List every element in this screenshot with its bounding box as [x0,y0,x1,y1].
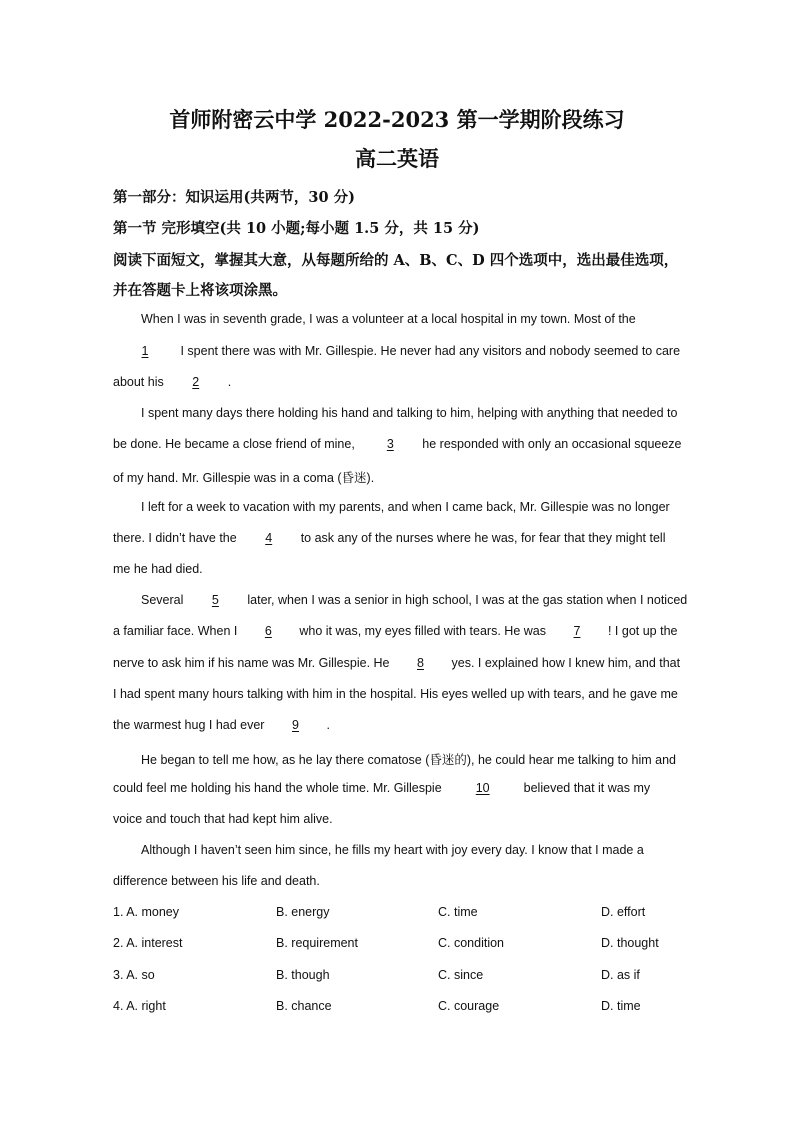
passage-line [113,344,680,358]
passage-text: When I was in seventh grade, I was a volunteer at a local hospital in my town. Most of the [141,312,636,326]
passage-line [113,687,678,701]
option-4c: C. courage [438,999,500,1013]
exam-subject: 高二英语 [355,146,439,171]
subsection-heading: 第一节 完形填空(共 10 小题;每小题 1.5 分，共 15 分) [113,220,480,237]
passage-text: yes. I explained how I knew him, and that [451,656,681,670]
passage-line [141,406,677,420]
passage-text: Several [141,593,184,607]
option-1b: B. energy [276,905,330,919]
passage-text: I left for a week to vacation with my parents, and when I came back, Mr. Gillespie was no longer [141,500,670,514]
option-3d: D. as if [601,968,640,982]
passage-text: later, when I was a senior in high school, I was at the gas station when I noticed [247,593,688,607]
option-2b: B. requirement [276,936,358,950]
passage-text: I had spent many hours talking with him in the hospital. His eyes welled up with tears, and he gave me [113,687,678,701]
option-2c: C. condition [438,936,505,950]
blank-3: 3 [386,437,394,451]
option-1d: D. effort [601,905,646,919]
blank-6: 6 [264,624,272,638]
blank-1: 1 [141,344,149,358]
option-3a: 3. A. so [113,968,155,982]
option-2a: 2. A. interest [113,936,183,950]
option-4a: 4. A. right [113,999,166,1013]
passage-text: . [227,375,232,389]
passage-line [113,375,231,389]
option-3b: B. though [276,968,330,982]
passage-line [141,843,644,857]
passage-line [141,500,670,514]
passage-text: nerve to ask him if his name was Mr. Gillespie. He [113,656,390,670]
option-4b: B. chance [276,999,332,1013]
instruction-line-1: 阅读下面短文，掌握其大意，从每题所给的 A、B、C、D 四个选项中，选出最佳选项， [113,252,679,269]
passage-text: Although I haven’t seen him since, he fills my heart with joy every day. I know that I made a [141,843,644,857]
option-3c: C. since [438,968,484,982]
passage-line [113,812,333,826]
passage-line [113,874,320,888]
passage-text: there. I didn’t have the [113,531,237,545]
passage-text: He began to tell me how, as he lay there comatose (昏迷的), he could hear me talking to him and [141,753,676,767]
blank-10: 10 [475,781,490,795]
blank-5: 5 [211,593,219,607]
option-1c: C. time [438,905,478,919]
passage-text: difference between his life and death. [113,874,320,888]
passage-line [113,624,677,638]
passage-text: he responded with only an occasional squeeze [422,437,682,451]
passage-text: the warmest hug I had ever [113,718,265,732]
passage-text: me he had died. [113,562,203,576]
passage-line [113,656,680,670]
blank-8: 8 [417,656,424,670]
passage-text: ! I got up the [607,624,678,638]
option-1a: 1. A. money [113,905,180,919]
passage-line [113,718,330,732]
passage-text: I spent many days there holding his hand and talking to him, helping with anything that needed to [141,406,678,420]
passage-text: I spent there was with Mr. Gillespie. He never had any visitors and nobody seemed to care [177,344,681,358]
passage-text: be done. He became a close friend of mine, [113,437,359,451]
part-heading: 第一部分：知识运用(共两节，30 分) [113,189,355,206]
passage-line [113,531,665,545]
passage-text: who it was, my eyes filled with tears. He was [299,624,546,638]
passage-line [141,593,687,607]
exam-title: 首师附密云中学 2022-2023 第一学期阶段练习 [169,107,625,132]
passage-text: voice and touch that had kept him alive. [113,812,333,826]
passage-text: . [326,718,330,732]
instruction-line-2: 并在答题卡上将该项涂黑。 [113,282,287,299]
passage-line [113,468,374,486]
option-4d: D. time [601,999,641,1013]
blank-2: 2 [192,375,200,389]
passage-text: believed that it was my [523,781,651,795]
passage-line [113,562,203,576]
passage-line [113,437,682,451]
blank-7: 7 [573,624,581,638]
passage-text: about his [113,375,164,389]
passage-line [113,781,650,795]
passage-text: a familiar face. When I [113,624,238,638]
passage-line [141,750,676,768]
passage-text: could feel me holding his hand the whole time. Mr. Gillespie [113,781,442,795]
blank-9: 9 [292,718,299,732]
passage-line [141,312,636,326]
blank-4: 4 [265,531,273,545]
option-2d: D. thought [601,936,659,950]
passage-text: of my hand. Mr. Gillespie was in a coma (昏迷). [113,471,375,485]
passage-text: to ask any of the nurses where he was, for fear that they might tell [300,531,666,545]
